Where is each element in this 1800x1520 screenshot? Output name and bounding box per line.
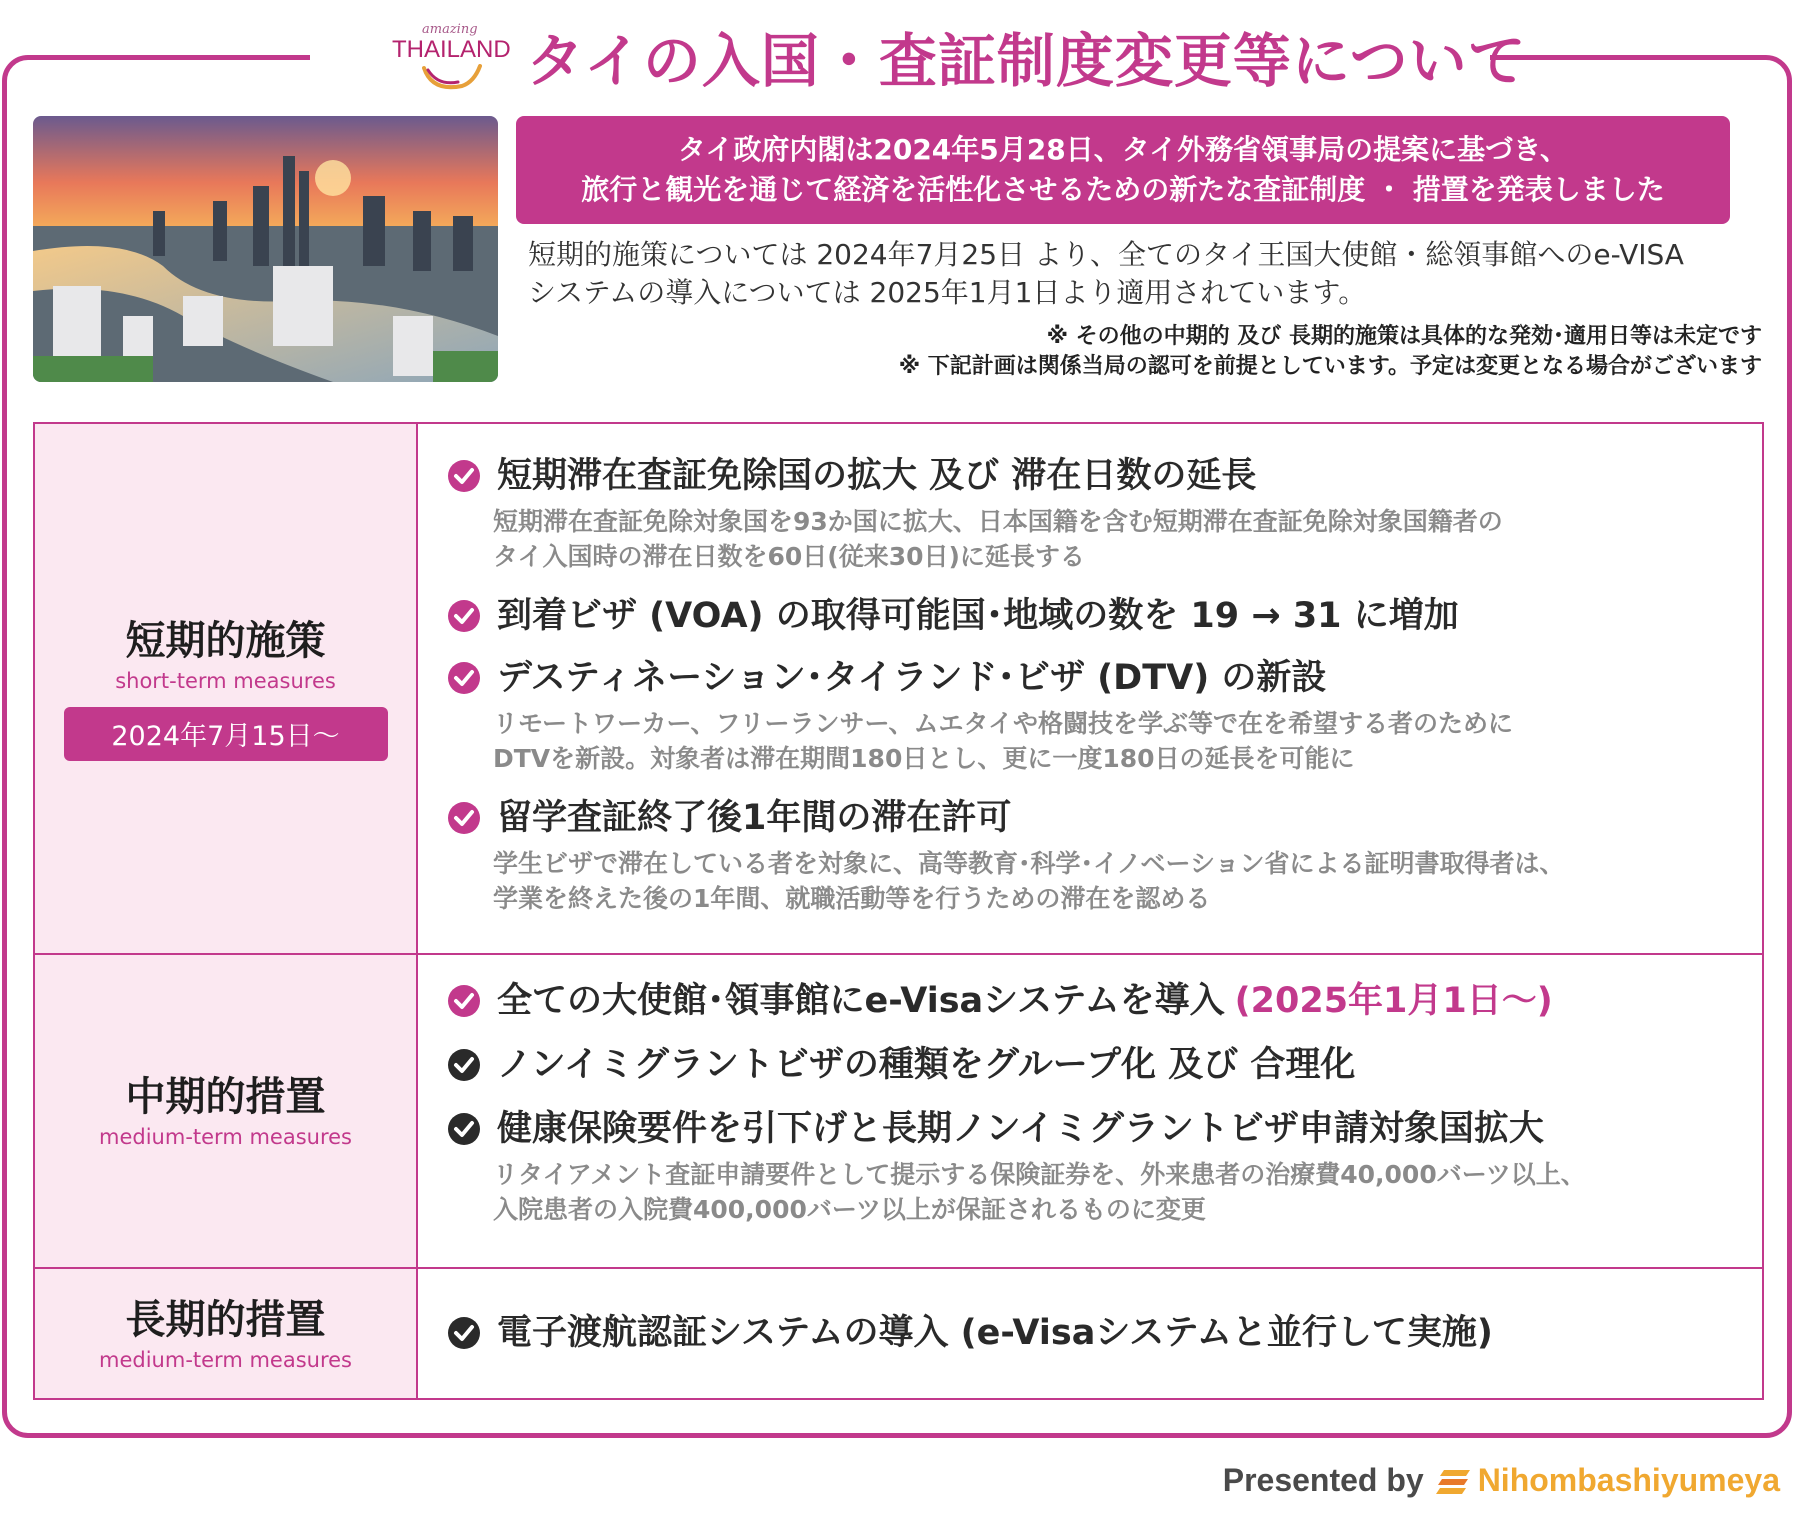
list-item — [447, 454, 1503, 574]
check-circle-icon — [447, 661, 481, 695]
brand-name: Nihombashiyumeya — [1477, 1462, 1780, 1498]
item-desc-line-2: DTVを新設。対象者は滞在期間180日とし、更に一度180日の延長を可能に — [493, 744, 1355, 773]
item-desc-line-1: 学生ビザで滞在している者を対象に、高等教育･科学･イノベーション省による証明書取得者は、 — [493, 849, 1565, 878]
category-title: 中期的措置 — [125, 1074, 326, 1120]
note-2: ※ 下記計画は関係当局の認可を前提としています。予定は変更となる場合がございます — [898, 354, 1762, 379]
intro-text — [528, 236, 1684, 312]
check-circle-icon — [447, 801, 481, 835]
category-subtitle: medium-term measures — [99, 1125, 352, 1149]
item-desc-line-2: タイ入国時の滞在日数を60日(従来30日)に延長する — [493, 542, 1085, 571]
item-desc-line-1: リモートワーカー、フリーランサー、ムエタイや格闘技を学ぶ等で在を希望する者のために — [493, 709, 1514, 738]
short-term-row — [35, 424, 1762, 955]
item-heading: デスティネーション･タイランド･ビザ (DTV) の新設 — [497, 658, 1327, 698]
check-circle-icon — [447, 459, 481, 493]
footer — [1223, 1462, 1780, 1499]
banner-line-1: タイ政府内閣は2024年5月28日、タイ外務省領事局の提案に基づき、 — [677, 133, 1569, 166]
start-date-badge: 2024年7月15日～ — [64, 707, 388, 761]
page-title: タイの入国・査証制度変更等について — [526, 27, 1527, 95]
item-heading: ノンイミグラントビザの種類をグループ化 及び 合理化 — [497, 1045, 1356, 1085]
intro-line-2: システムの導入については 2025年1月1日より適用されています。 — [528, 276, 1367, 309]
short-term-category — [35, 424, 418, 953]
item-desc-line-1: 短期滞在査証免除対象国を93か国に拡大、日本国籍を含む短期滞在査証免除対象国籍者の — [493, 507, 1503, 536]
logo-swoosh-icon — [422, 64, 482, 94]
category-title: 短期的施策 — [125, 617, 326, 664]
list-item — [447, 1043, 1355, 1087]
check-circle-icon — [447, 599, 481, 633]
bangkok-skyline-photo — [33, 116, 498, 382]
check-circle-icon — [447, 1112, 481, 1146]
medium-term-category — [35, 955, 418, 1267]
item-heading: 全ての大使館･領事館にe-Visaシステムを導入 — [497, 981, 1225, 1021]
presented-by-label: Presented by — [1222, 1462, 1424, 1498]
list-item — [447, 1107, 1586, 1227]
list-item — [447, 1311, 1493, 1355]
medium-term-row — [35, 955, 1762, 1269]
list-item — [447, 796, 1565, 916]
intro-line-1: 短期的施策については 2024年7月25日 より、全てのタイ王国大使館・総領事館へのe-VISA — [528, 238, 1684, 271]
item-heading: 留学査証終了後1年間の滞在許可 — [497, 798, 1012, 838]
note-1: ※ その他の中期的 及び 長期的施策は具体的な発効･適用日等は未定です — [1046, 324, 1762, 349]
item-date-accent: (2025年1月1日～) — [1234, 981, 1553, 1021]
brand-logo-icon — [1436, 1466, 1472, 1496]
list-item — [447, 594, 1459, 638]
item-heading: 電子渡航認証システムの導入 (e-Visaシステムと並行して実施) — [497, 1313, 1493, 1353]
item-desc-line-2: 入院患者の入院費400,000バーツ以上が保証されるものに変更 — [493, 1195, 1206, 1224]
long-term-row — [35, 1269, 1762, 1398]
check-circle-icon — [447, 1316, 481, 1350]
long-term-category — [35, 1269, 418, 1398]
item-heading: 短期滞在査証免除国の拡大 及び 滞在日数の延長 — [497, 456, 1257, 496]
check-circle-icon — [447, 1048, 481, 1082]
logo-thailand-text: THAILAND — [392, 36, 511, 63]
item-desc-line-1: リタイアメント査証申請要件として提示する保険証券を、外来患者の治療費40,000バーツ以上、 — [493, 1160, 1586, 1189]
logo-amazing-text: amazing — [422, 22, 478, 37]
item-desc-line-2: 学業を終えた後の1年間、就職活動等を行うための滞在を認める — [493, 884, 1211, 913]
announcement-banner — [516, 116, 1730, 224]
amazing-thailand-logo — [392, 22, 510, 92]
item-heading: 到着ビザ (VOA) の取得可能国･地域の数を 19 → 31 に増加 — [497, 596, 1459, 636]
category-subtitle: medium-term measures — [99, 1347, 352, 1372]
list-item — [447, 979, 1553, 1023]
check-circle-icon — [447, 984, 481, 1018]
banner-line-2: 旅行と観光を通じて経済を活性化させるための新たな査証制度 ・ 措置を発表しました — [581, 173, 1665, 206]
measures-table — [33, 422, 1764, 1400]
list-item — [447, 656, 1513, 776]
notes — [899, 322, 1762, 382]
category-title: 長期的措置 — [125, 1296, 326, 1343]
category-subtitle: short-term measures — [115, 668, 336, 693]
item-heading: 健康保険要件を引下げと長期ノンイミグラントビザ申請対象国拡大 — [497, 1109, 1544, 1149]
